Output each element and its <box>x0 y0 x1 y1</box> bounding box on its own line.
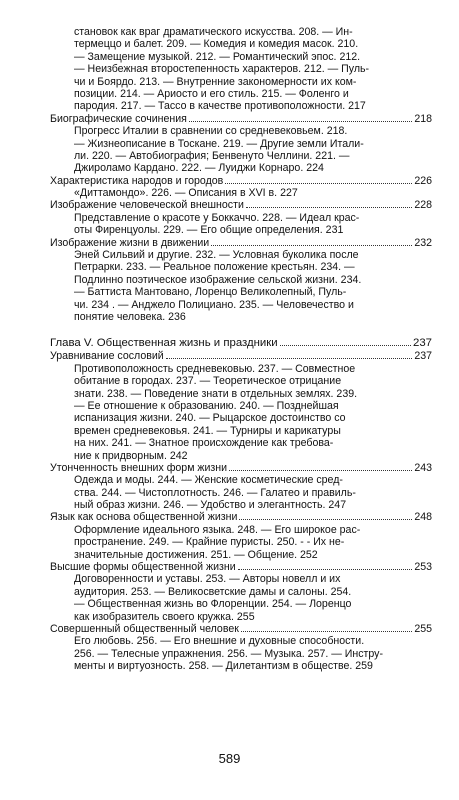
toc-section-entry <box>50 175 432 187</box>
toc-description-line: Прогресс Италии в сравнении со средневековьем. 218. <box>74 125 348 138</box>
toc-description-line: Одежда и моды. 244. — Женские косметические сред- <box>74 474 343 487</box>
toc-description-line: ние к придворным. 242 <box>74 449 188 462</box>
toc-description-line: — Замещение музыкой. 212. — Романтический эпос. 212. <box>74 50 361 63</box>
toc-description-line: чи. 234 . — Анджело Полициано. 235. — Человечество и <box>74 298 354 311</box>
page-number: 589 <box>218 751 241 766</box>
page-ref: 243 <box>414 461 432 474</box>
chapter-title: Глава V. Общественная жизнь и праздники <box>50 337 278 350</box>
dot-leader <box>241 631 412 632</box>
toc-description-line: позиции. 214. — Ариосто и его стиль. 215. — Фоленго и <box>74 87 349 100</box>
toc-section-entry <box>50 462 432 474</box>
toc-section-entry <box>50 511 432 523</box>
toc-description-line: времен средневековья. 241. — Турниры и карикатуры <box>74 424 341 437</box>
toc-section-entry <box>50 623 432 635</box>
toc-description-line: Его любовь. 256. — Его внешние и духовные способности. <box>74 635 365 648</box>
toc-description-line: Джироламо Кардано. 222. — Луиджи Корнаро. 224 <box>74 162 324 175</box>
toc-description-line: Противоположность средневековью. 237. — Совместное <box>74 362 356 375</box>
toc-description-line: — Жизнеописание в Тоскане. 219. — Другие земли Итали- <box>74 137 364 150</box>
section-title: Язык как основа общественной жизни <box>50 511 238 524</box>
page-ref: 237 <box>412 337 432 350</box>
table-of-contents <box>50 26 432 673</box>
dot-leader <box>225 183 412 184</box>
toc-description-line: на них. 241. — Знатное происхождение как требова- <box>74 437 334 450</box>
section-title: Уравнивание сословий <box>50 350 164 363</box>
toc-section-entry <box>50 199 432 211</box>
toc-description-line: Договоренности и уставы. 253. — Авторы новелл и их <box>74 573 341 586</box>
toc-section-entry <box>50 561 432 573</box>
toc-description-line: значительные достижения. 251. — Общение. 252 <box>74 548 318 561</box>
dot-leader <box>238 569 413 570</box>
page-ref: 255 <box>414 622 432 635</box>
page-ref: 253 <box>414 561 432 574</box>
dot-leader <box>189 121 412 122</box>
page-ref: 232 <box>414 236 432 249</box>
toc-description-line: испанизация жизни. 240. — Рыцарское достоинство со <box>74 412 346 425</box>
toc-description-line: аудитория. 253. — Великосветские дамы и салоны. 254. <box>74 585 352 598</box>
toc-description-line: 256. — Телесные упражнения. 256. — Музыка. 257. — Инстру- <box>74 647 383 660</box>
toc-description-line: Эней Сильвий и другие. 232. — Условная буколика после <box>74 249 359 262</box>
dot-leader <box>166 358 413 359</box>
toc-description-line: становок как враг драматического искусства. 208. — Ин- <box>74 26 353 38</box>
toc-description-line: — Ее отношение к образованию. 240. — Позднейшая <box>74 399 339 412</box>
dot-leader <box>239 519 412 520</box>
toc-description-line: Представление о красоте у Боккаччо. 228. — Идеал крас- <box>74 211 360 224</box>
dot-leader <box>280 345 411 346</box>
toc-description-line: Петрарки. 233. — Реальное положение крестьян. 234. — <box>74 261 355 274</box>
toc-description-line: знати. 238. — Поведение знати в отдельных землях. 239. <box>74 387 358 400</box>
toc-description-line: ства. 244. — Чистоплотность. 246. — Галатео и правиль- <box>74 486 356 499</box>
toc-description-line: понятие человека. 236 <box>74 310 186 323</box>
page-ref: 237 <box>414 350 432 363</box>
section-title: Биографические сочинения <box>50 112 187 125</box>
section-title: Утонченность внешних форм жизни <box>50 461 228 474</box>
toc-section-entry <box>50 113 432 125</box>
toc-description-line: пространение. 249. — Крайние пуристы. 250. - - Их не- <box>74 536 345 549</box>
toc-description-line: оты Фиренцуолы. 229. — Его общие определения. 231 <box>74 224 344 237</box>
toc-description-line: Подлинно поэтическое изображение сельской жизни. 234. <box>74 273 362 286</box>
section-title: Изображение человеческой внешности <box>50 199 244 212</box>
toc-description-line: — Баттиста Мантовано, Лоренцо Великолепный, Пуль- <box>74 286 347 299</box>
toc-description-line: чи и Боярдо. 213. — Внутренние закономерности их ком- <box>74 75 357 88</box>
dot-leader <box>229 470 412 471</box>
toc-description-line: ли. 220. — Автобиография; Бенвенуто Челлини. 221. — <box>74 149 350 162</box>
section-title: Изображение жизни в движении <box>50 236 210 249</box>
toc-section-entry <box>50 350 432 362</box>
toc-description-line: термеццо и балет. 209. — Комедия и комедия масок. 210. <box>74 38 359 51</box>
toc-description-line: менты и виртуозность. 258. — Дилетантизм в обществе. 259 <box>74 660 373 673</box>
dot-leader <box>246 207 412 208</box>
page-ref: 226 <box>414 174 432 187</box>
toc-description-line: «Диттамондо». 226. — Описания в XVI в. 227 <box>74 187 298 200</box>
page-ref: 248 <box>414 511 432 524</box>
dot-leader <box>211 245 412 246</box>
toc-chapter-heading <box>50 337 432 350</box>
toc-description-line: — Общественная жизнь во Флоренции. 254. — Лоренцо <box>74 598 352 611</box>
section-title: Характеристика народов и городов <box>50 174 224 187</box>
toc-description-line: обитание в городах. 237. — Теоретическое отрицание <box>74 375 342 388</box>
page-ref: 228 <box>414 199 432 212</box>
toc-description-line: — Неизбежная второстепенность характеров. 212. — Пуль- <box>74 63 370 76</box>
toc-section-entry <box>50 237 432 249</box>
page-ref: 218 <box>414 112 432 125</box>
toc-description-line: Оформление идеального языка. 248. — Его широкое рас- <box>74 523 361 536</box>
section-title: Высшие формы общественной жизни <box>50 561 236 574</box>
toc-description-line: как изобразитель своего кружка. 255 <box>74 610 255 623</box>
section-title: Совершенный общественный человек <box>50 622 239 635</box>
toc-description-line: ный образ жизни. 246. — Удобство и элегантность. 247 <box>74 499 347 512</box>
toc-description-line: пародия. 217. — Тассо в качестве противоположности. 217 <box>74 100 366 113</box>
